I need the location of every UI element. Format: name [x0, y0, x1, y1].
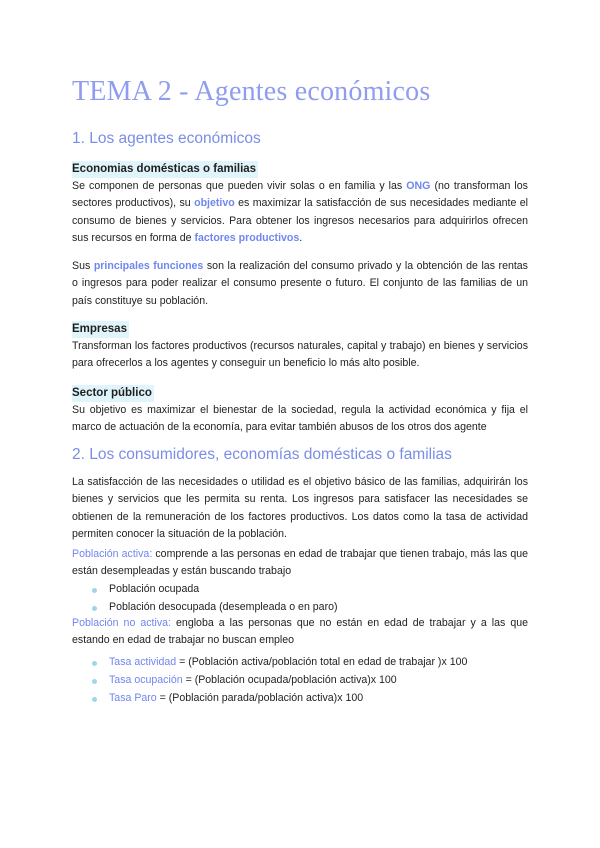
factores-highlight: factores productivos	[194, 232, 300, 245]
ong-highlight: ONG	[406, 180, 431, 192]
list-item: Tasa Paro = (Población parada/población activa)x 100	[72, 690, 467, 708]
poblacion-activa-paragraph: Población activa: comprende a las personas en edad de trabajar que tienen trabajo, más las que están desempleadas y están buscando trabajo	[72, 548, 528, 578]
sector-publico-paragraph: Su objetivo es maximizar el bienestar de la sociedad, regula la actividad económica y fija el marco de actuación de la economía, para evitar también abusos de los otros dos agente	[72, 404, 528, 434]
subheading-sector-publico: Sector público	[72, 385, 154, 402]
list-item: Población desocupada (desempleada o en paro)	[72, 599, 338, 617]
empresas-paragraph: Transforman los factores productivos (recursos naturales, capital y trabajo) en bienes y servicios para ofrecerlos a los agentes y conseguir un beneficio lo más alto posible.	[72, 340, 528, 370]
poblacion-no-activa-label: Población no activa:	[72, 617, 171, 629]
list-item: Tasa actividad = (Población activa/población total en edad de trabajar )x 100	[72, 654, 467, 672]
objetivo-highlight: objetivo	[194, 197, 235, 210]
familias-paragraph-2: Sus principales funciones son la realización del consumo privado y la obtención de las rentas o ingresos para poder realizar el consumo presente o futuro. El conjunto de las familias de un país constituye su población.	[72, 260, 528, 307]
funciones-highlight: principales funciones	[93, 260, 204, 272]
tasa-ocupacion-label: Tasa ocupación	[109, 673, 183, 686]
section-1-heading: 1. Los agentes económicos	[72, 130, 261, 147]
section-2-intro: La satisfacción de las necesidades o utilidad es el objetivo básico de las familias, adquirirán los bienes y servicios que les permita su renta. Los ingresos para satisfacer las necesidades se obtienen de la remuneración de los factores productivos. Los datos como la tasa de actividad permiten conocer la situación de la población.	[72, 476, 528, 541]
page-title: TEMA 2 - Agentes económicos	[72, 76, 431, 107]
section-2-heading: 2. Los consumidores, economías domésticas o familias	[72, 446, 452, 463]
subheading-empresas: Empresas	[72, 321, 129, 338]
poblacion-no-activa-paragraph: Población no activa: engloba a las personas que no están en edad de trabajar y a las que estando en edad de trabajar no buscan empleo	[72, 617, 528, 647]
tasas-list	[72, 654, 467, 707]
list-item: Población ocupada	[72, 581, 338, 599]
tasa-paro-label: Tasa Paro	[109, 691, 157, 704]
subheading-familias: Economias domésticas o familias	[72, 161, 258, 178]
familias-paragraph-1: Se componen de personas que pueden vivir solas o en familia y las ONG (no transforman los sectores productivos), su objetivo es maximizar la satisfacción de sus necesidades mediante el consumo de bienes y servicios. Para obtener los ingresos necesarios para adquirirlos ofrecen sus recursos en forma de factores productivos.	[72, 180, 528, 245]
poblacion-activa-label: Población activa:	[72, 548, 153, 560]
list-item: Tasa ocupación = (Población ocupada/población activa)x 100	[72, 672, 467, 690]
tasa-actividad-label: Tasa actividad	[109, 656, 177, 668]
poblacion-activa-list	[72, 581, 338, 617]
